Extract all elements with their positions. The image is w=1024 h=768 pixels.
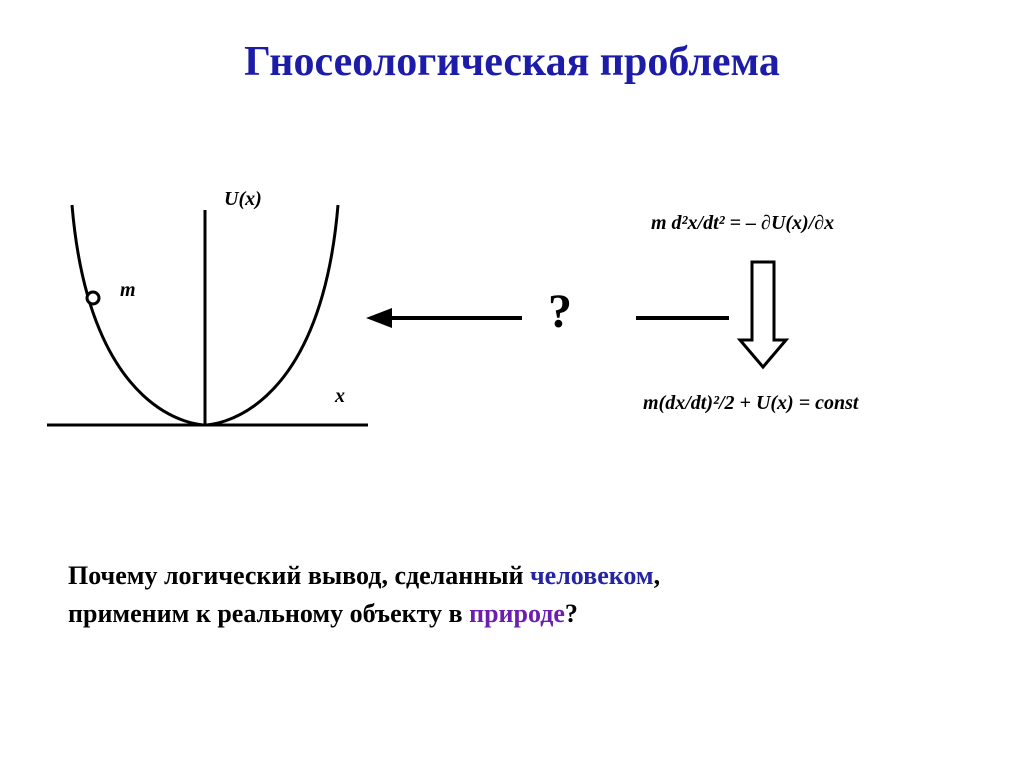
- question-mark: ?: [548, 285, 572, 338]
- x-axis-label: x: [335, 385, 345, 407]
- newton-equation: m d²x/dt² = – ∂U(x)/∂x: [651, 212, 835, 234]
- particle-circle: [87, 292, 99, 304]
- highlight-human: человеком: [530, 561, 654, 590]
- question-line1-end: ,: [653, 561, 661, 590]
- question-text: [68, 557, 968, 633]
- potential-label: U(x): [224, 188, 262, 210]
- down-arrow-outline: [740, 262, 786, 367]
- question-line1-start: Почему логический вывод, сделанный: [68, 561, 531, 590]
- slide-title: Гносеологическая проблема: [244, 39, 780, 85]
- question-line2-end: ?: [564, 599, 578, 628]
- mass-label: m: [120, 279, 136, 301]
- energy-equation: m(dx/dt)²/2 + U(x) = const: [643, 392, 859, 414]
- highlight-nature: природе: [469, 599, 565, 628]
- left-arrow-head: [366, 308, 392, 328]
- question-line2-start: применим к реальному объекту в: [68, 599, 470, 628]
